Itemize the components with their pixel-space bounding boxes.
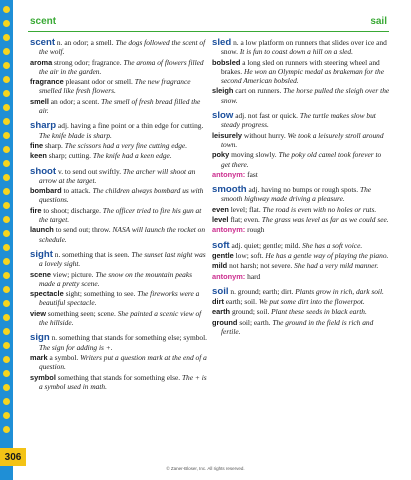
antonym-entry (212, 272, 390, 281)
guide-word-left: scent (30, 16, 57, 27)
synonym-word: fragrance (30, 77, 64, 87)
strip-dot (3, 300, 10, 307)
example-sentence: The + is a symbol used in math. (39, 372, 207, 391)
synonym-entry (212, 205, 390, 214)
example-sentence: It is fun to coast down a hill on a sled. (239, 47, 353, 57)
example-sentence: We put some dirt into the flowerpot. (258, 297, 365, 307)
antonym-label: antonym: (212, 271, 246, 281)
definition: n. ground; earth; dirt. (230, 286, 294, 296)
synonym-entry (212, 297, 390, 306)
header-rule (28, 31, 389, 32)
definition: sharp. (45, 140, 63, 150)
strip-dot (3, 48, 10, 55)
strip-dot (3, 426, 10, 433)
synonym-word: keen (30, 151, 47, 161)
synonym-word: symbol (30, 372, 56, 382)
example-sentence: The ground in the field is rich and fertile. (221, 317, 374, 337)
synonym-entry (30, 289, 208, 308)
strip-dot (3, 146, 10, 153)
definition: sharp; cutting. (48, 151, 92, 161)
definition: low; soft. (235, 250, 264, 260)
example-sentence: The fireworks were a beautiful spectacle. (39, 289, 200, 308)
strip-dot (3, 384, 10, 391)
example-sentence: The snow on the mountain peaks made a pretty scene. (39, 269, 193, 288)
example-sentence: The children always bombard us with questions. (39, 186, 204, 205)
strip-dot (3, 20, 10, 27)
strip-dot (3, 398, 10, 405)
synonym-word: ground (212, 317, 238, 327)
definition: pleasant odor or smell. (65, 77, 133, 87)
strip-dot (3, 244, 10, 251)
headword: shoot (30, 165, 57, 177)
headword-entry (212, 38, 390, 57)
example-sentence: The sunset last night was a lovely sight. (39, 249, 206, 269)
strip-dot (3, 132, 10, 139)
antonym-entry (212, 225, 390, 234)
definition: something seen; scene. (47, 308, 116, 318)
page-number: 306 (0, 448, 26, 466)
strip-dot (3, 118, 10, 125)
left-column (30, 38, 208, 392)
example-sentence: The road is even with no holes or ruts. (262, 204, 377, 214)
synonym-entry (30, 186, 208, 205)
right-column (212, 38, 390, 337)
example-sentence: The aroma of flowers filled the air in the garden. (39, 57, 204, 76)
strip-dot (3, 188, 10, 195)
synonym-word: aroma (30, 57, 53, 67)
headword-entry (30, 38, 208, 57)
definition: strong odor; fragrance. (54, 57, 122, 67)
example-sentence: She painted a scenic view of the hillside. (39, 308, 202, 328)
strip-dot (3, 174, 10, 181)
definition: level; flat. (230, 204, 261, 214)
definition: fast (247, 169, 258, 179)
synonym-word: dirt (212, 297, 224, 307)
headword-entry (212, 111, 390, 130)
synonym-entry (30, 77, 208, 96)
synonym-entry (30, 270, 208, 289)
definition: earth; soil. (225, 297, 257, 307)
example-sentence: Writers put a question mark at the end of a question. (39, 352, 207, 372)
definition: sight; something to see. (65, 289, 136, 299)
definition: to shoot; discharge. (43, 205, 101, 215)
example-sentence: The smooth highway made driving a pleasure. (221, 185, 372, 204)
synonym-entry (212, 318, 390, 337)
strip-dot (3, 76, 10, 83)
strip-dot (3, 258, 10, 265)
example-sentence: The knife blade is sharp. (39, 130, 112, 140)
headword: smooth (212, 184, 247, 196)
example-sentence: The grass was level as far as we could see. (261, 215, 389, 225)
example-sentence: The sign for adding is +. (39, 342, 113, 352)
synonym-word: level (212, 215, 229, 225)
synonym-word: poky (212, 150, 230, 160)
synonym-entry (30, 353, 208, 372)
example-sentence: He won an Olympic medal as brakeman for the second American bobsled. (221, 66, 384, 86)
synonym-entry (30, 309, 208, 328)
antonym-label: antonym: (212, 225, 246, 235)
definition: n. a low platform on runners that slides over ice and snow. (221, 38, 387, 57)
definition: adj. not fast or quick. (235, 111, 298, 121)
strip-dot (3, 160, 10, 167)
synonym-word: fine (30, 140, 44, 150)
definition: hard (247, 271, 261, 281)
example-sentence: The smell of fresh bread filled the air. (39, 96, 201, 116)
synonym-entry (30, 373, 208, 392)
synonym-entry (30, 141, 208, 150)
definition: an odor; a scent. (50, 96, 100, 106)
definition: a symbol. (49, 352, 79, 362)
headword: sign (30, 332, 50, 344)
example-sentence: NASA will launch the rocket on schedule. (39, 225, 206, 244)
headword: sled (212, 37, 232, 48)
strip-dot (3, 6, 10, 13)
synonym-word: launch (30, 225, 54, 235)
synonym-word: even (212, 204, 229, 214)
example-sentence: We took a leisurely stroll around town. (221, 130, 384, 149)
definition: view; picture. (52, 269, 94, 279)
strip-dot (3, 216, 10, 223)
definition: to send out; throw. (55, 225, 111, 235)
strip-dot (3, 272, 10, 279)
example-sentence: The scissors had a very fine cutting edge. (64, 140, 188, 150)
headword: scent (30, 37, 56, 48)
headword-entry (212, 287, 390, 296)
example-sentence: He has a gentle way of playing the piano. (265, 250, 389, 260)
guide-word-right: sail (370, 16, 387, 27)
synonym-entry (212, 86, 390, 105)
example-sentence: Plants grow in rich, dark soil. (295, 286, 384, 296)
strip-dot (3, 62, 10, 69)
antonym-entry (212, 170, 390, 179)
definition: n. an odor; a smell. (56, 38, 114, 47)
definition: flat; even. (230, 215, 260, 225)
definition: adj. having no bumps or rough spots. (248, 185, 359, 195)
definition: n. something that stands for something else; symbol. (51, 333, 207, 343)
headword-entry (30, 167, 208, 186)
headword: slow (212, 110, 234, 122)
strip-dot (3, 230, 10, 237)
synonym-word: sleigh (212, 86, 234, 96)
synonym-word: view (30, 308, 47, 318)
example-sentence: The dogs followed the scent of the wolf. (39, 38, 206, 57)
definition: rough (247, 225, 265, 235)
definition: to attack. (63, 186, 91, 196)
example-sentence: She had a very mild manner. (294, 261, 379, 271)
example-sentence: The knife had a keen edge. (92, 151, 172, 161)
headword-entry (30, 121, 208, 140)
synonym-entry (30, 97, 208, 116)
example-sentence: She has a soft voice. (302, 240, 363, 250)
synonym-word: bombard (30, 186, 62, 196)
strip-dot (3, 34, 10, 41)
headword-entry (30, 333, 208, 352)
synonym-entry (30, 58, 208, 77)
synonym-entry (30, 206, 208, 225)
strip-dot (3, 286, 10, 293)
example-sentence: Plant these seeds in black earth. (271, 307, 367, 317)
definition: without hurry. (243, 130, 286, 140)
strip-dot (3, 370, 10, 377)
definition: n. something that is seen. (54, 249, 130, 259)
synonym-word: spectacle (30, 289, 64, 299)
strip-dot (3, 412, 10, 419)
strip-dot (3, 104, 10, 111)
definition: a long sled on runners with steering wheel and brakes. (221, 57, 380, 76)
example-sentence: The new fragrance smelled like fresh flowers. (39, 77, 191, 96)
headword: sharp (30, 120, 57, 132)
synonym-entry (212, 58, 390, 86)
antonym-label: antonym: (212, 169, 246, 179)
example-sentence: The turtle makes slow but steady progress. (221, 111, 376, 130)
synonym-word: gentle (212, 250, 234, 260)
synonym-word: bobsled (212, 57, 241, 67)
example-sentence: The poky old camel took forever to get there. (221, 150, 382, 169)
headword-entry (212, 241, 390, 250)
example-sentence: The officer tried to fire his gun at the target. (39, 205, 202, 225)
headword: sight (30, 248, 53, 260)
headword-entry (30, 250, 208, 269)
synonym-entry (30, 225, 208, 244)
strip-dot (3, 90, 10, 97)
synonym-word: mild (212, 261, 228, 271)
strip-dot (3, 356, 10, 363)
synonym-entry (212, 150, 390, 169)
example-sentence: The archer will shoot an arrow at the target. (39, 166, 196, 185)
left-decorative-strip (0, 0, 13, 480)
strip-dot (3, 202, 10, 209)
synonym-word: mark (30, 352, 48, 362)
synonym-word: leisurely (212, 130, 242, 140)
definition: not harsh; not severe. (229, 261, 293, 271)
headword: soil (212, 285, 229, 297)
synonym-word: scene (30, 269, 51, 279)
synonym-word: smell (30, 96, 49, 106)
definition: cart on runners. (235, 86, 282, 96)
definition: something that stands for something else. (57, 372, 181, 382)
definition: v. to send out swiftly. (57, 166, 122, 176)
synonym-entry (212, 261, 390, 270)
headword: soft (212, 239, 230, 251)
strip-dot (3, 342, 10, 349)
definition: moving slowly. (231, 150, 277, 160)
strip-dot (3, 314, 10, 321)
synonym-entry (212, 131, 390, 150)
synonym-entry (212, 251, 390, 260)
synonym-word: earth (212, 307, 231, 317)
synonym-entry (212, 215, 390, 224)
headword-entry (212, 185, 390, 204)
example-sentence: The horse pulled the sleigh over the snow. (221, 86, 390, 105)
definition: ground; soil. (231, 307, 270, 317)
definition: adj. quiet; gentle; mild. (231, 240, 301, 250)
synonym-word: fire (30, 205, 42, 215)
synonym-entry (212, 307, 390, 316)
copyright-footer: © Zaner-Bloser, Inc. All rights reserved. (166, 466, 245, 471)
definition: soil; earth. (239, 317, 271, 327)
synonym-entry (30, 151, 208, 160)
definition: adj. having a fine point or a thin edge for cutting. (58, 121, 204, 131)
strip-dot (3, 328, 10, 335)
